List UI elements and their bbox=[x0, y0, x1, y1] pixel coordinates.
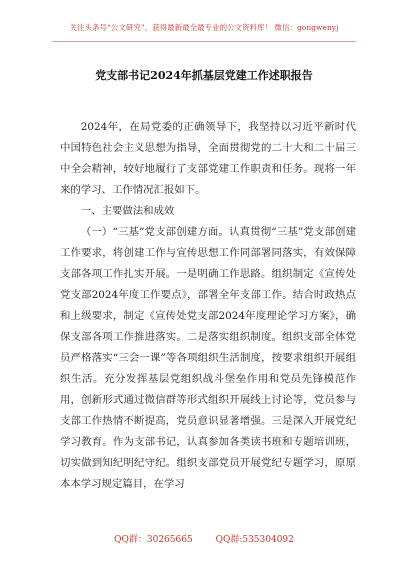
header-divider bbox=[52, 41, 356, 42]
paragraph-section-one: （一）“三基”党支部创建方面。认真贯彻“三基”党支部创建工作要求，将创建工作与宣传思想工作同部署同落实，有效保障支部各项工作扎实开展。一是明确工作思路。组织制定《宣传处党支部2024年度工作要点》，部署全年支部工作。结合时政热点和上级要求，制定《宣传处党支部2024年度理论学习方案》，确保支部各项工作推进落实。二是落实组织制度。组织支部全体党员严格落实“三会一课”等各项组织生活制度，按要求组织开展组织生活。充分发挥基层党组织战斗堡垒作用和党员先锋模范作用，创新形式通过微信群等形式组织开展线上讨论等，党员参与支部工作热情不断提高，党员意识显著增强。三是深入开展党纪学习教育。作为支部书记，认真参加各类读书班和专题培训班，切实做到知纪明纪守纪。组织支部党员开展党纪专题学习，原原本本学习规定篇目，在学习 bbox=[60, 226, 356, 490]
document-title: 党支部书记2024年抓基层党建工作述职报告 bbox=[95, 69, 313, 82]
paragraph-intro: 2024年，在局党委的正确领导下，我坚持以习近平新时代中国特色社会主义思想为指导，全面贯彻党的二十大和二十届三中全会精神，较好地履行了支部党建工作职责和任务。现将一年来的学习、工作情况汇报如下。 bbox=[60, 121, 356, 196]
footer-qq-group-2: QQ群:535304092 bbox=[215, 535, 294, 545]
header-banner: 关注头条号“公文研究”，获得最新最全最专业的公文资料库！ 微信：gongwenyj bbox=[69, 23, 339, 32]
section-heading: 一、主要做法和成效 bbox=[80, 205, 175, 217]
footer-contacts bbox=[0, 532, 408, 545]
footer-qq-group-1: QQ群：30265665 bbox=[114, 535, 193, 545]
document-body bbox=[60, 117, 356, 495]
